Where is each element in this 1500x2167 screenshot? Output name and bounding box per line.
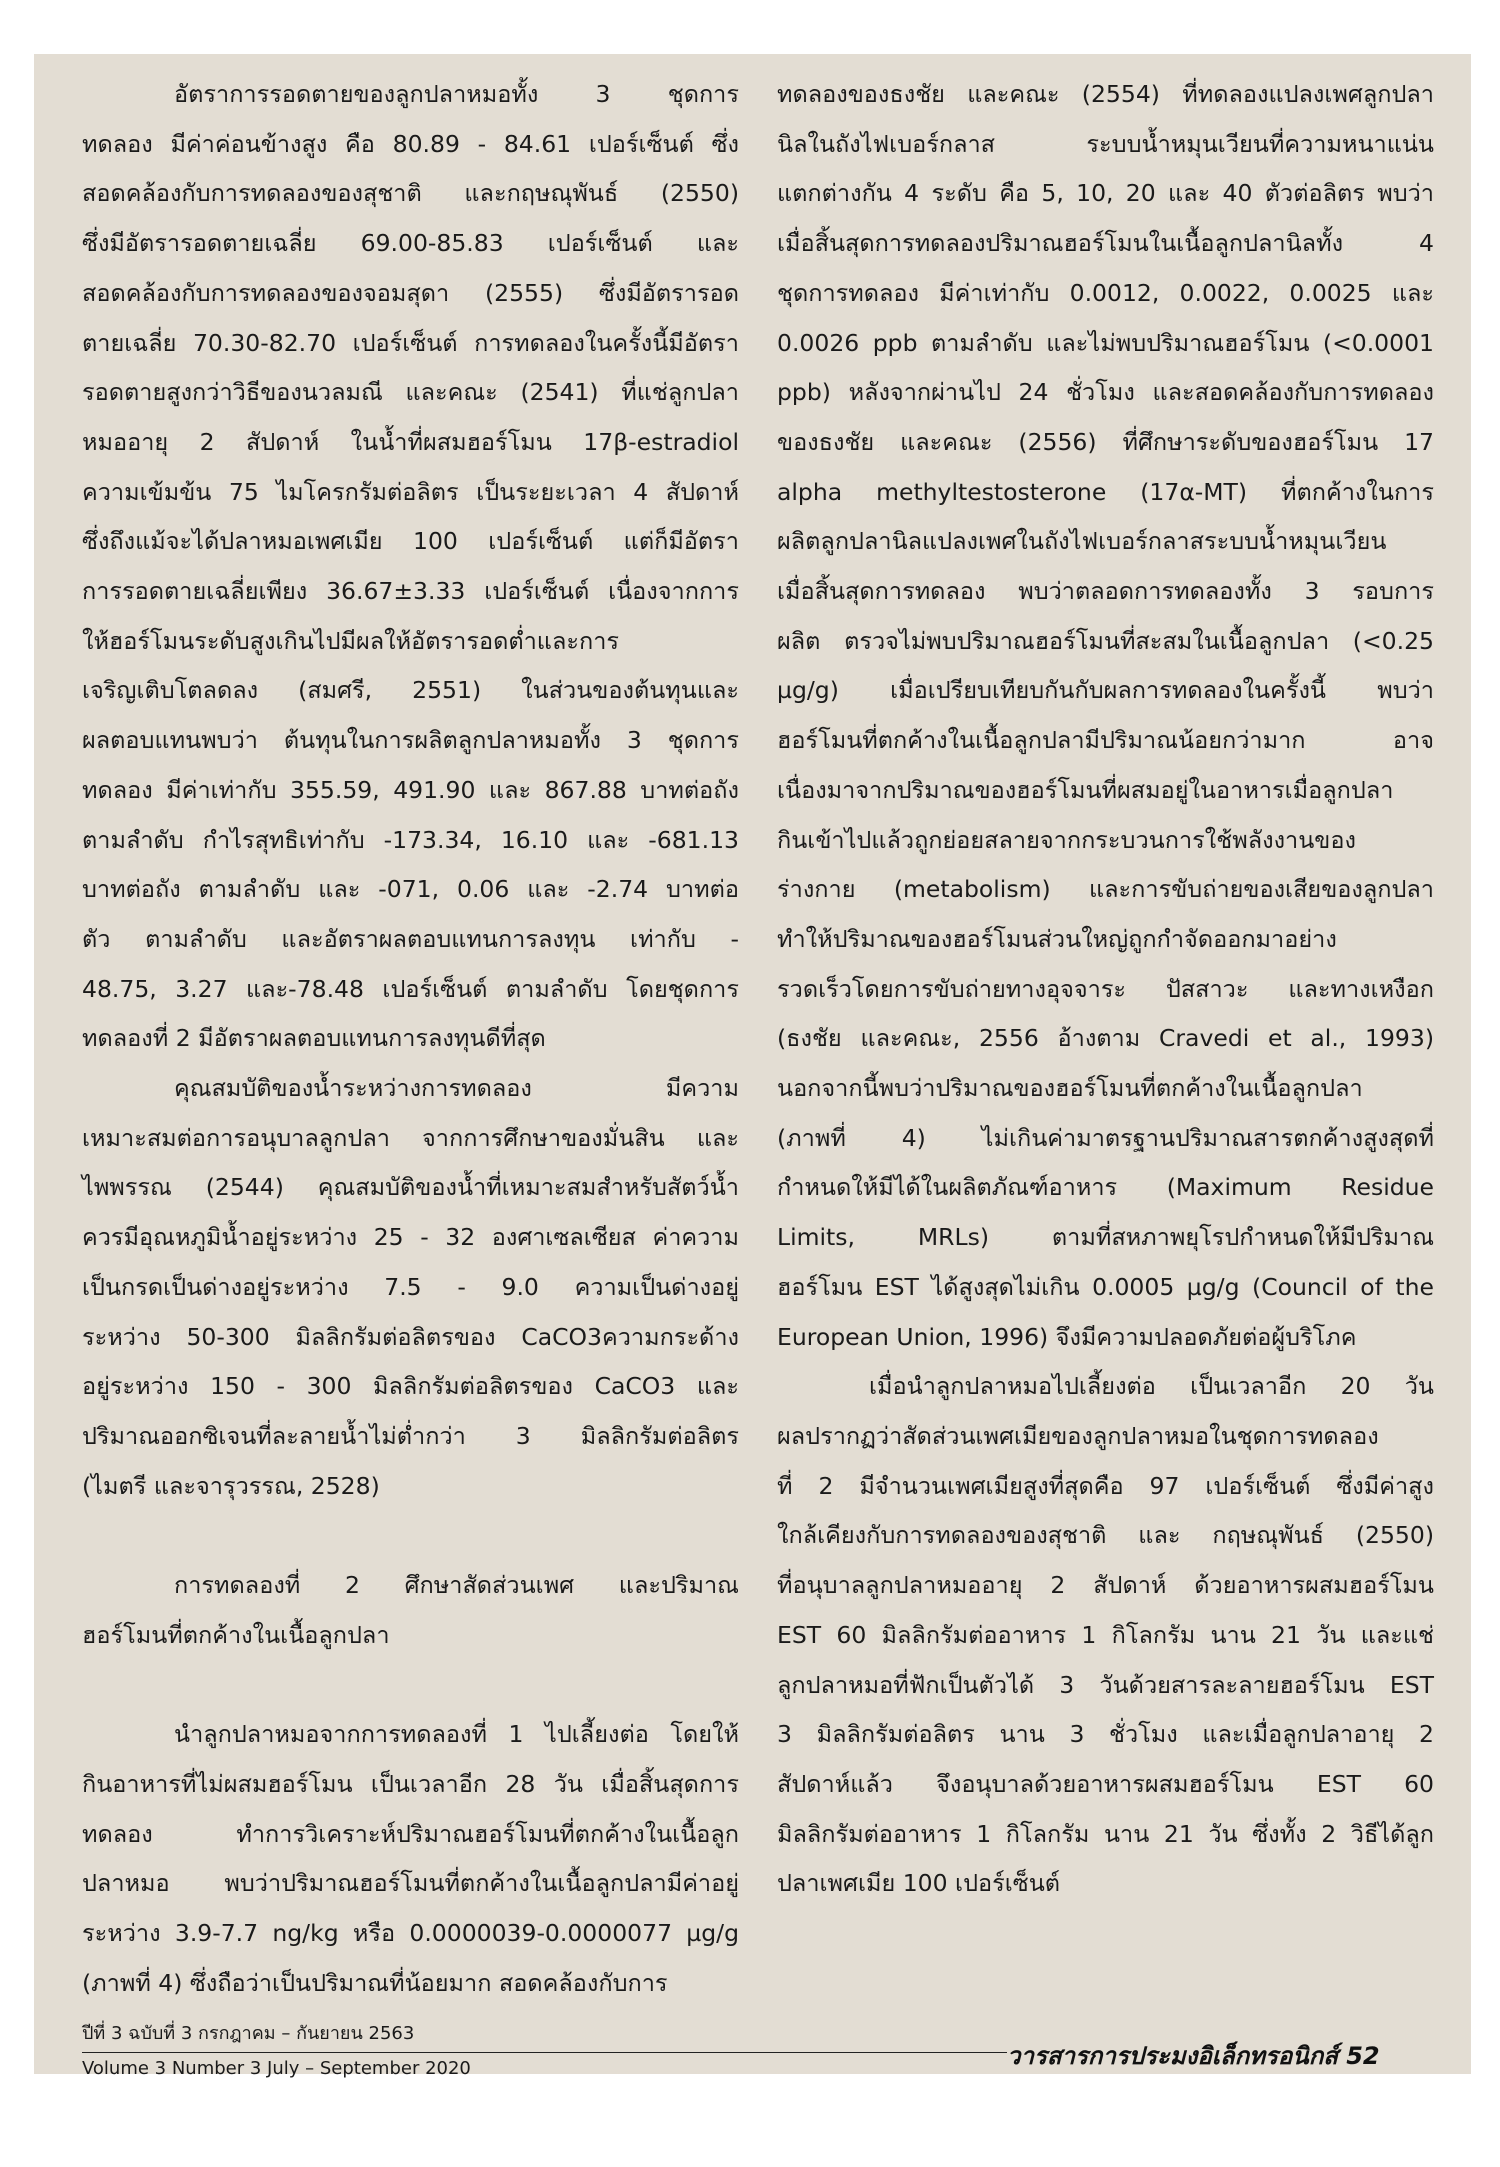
para2-line: มิลลิกรัมต่ออาหาร 1 กิโลกรัม นาน 21 วัน ซึ่งทั้ง 2 วิธีได้ลูก (777, 1819, 1434, 1848)
para3-line: ปลาหมอ พบว่าปริมาณฮอร์โมนที่ตกค้างในเนื้อลูกปลามีค่าอยู่ (82, 1869, 739, 1898)
para1-line: ผลิตลูกปลานิลแปลงเพศในถังไฟเบอร์กลาสระบบน้ำหมุนเวียน (777, 527, 1387, 556)
para2-line: EST 60 มิลลิกรัมต่ออาหาร 1 กิโลกรัม นาน 21 วัน และแช่ (777, 1620, 1434, 1649)
para2-line: (ไมตรี และจารุวรรณ, 2528) (82, 1471, 380, 1500)
para2-line: เป็นกรดเป็นด่างอยู่ระหว่าง 7.5 - 9.0 ความเป็นด่างอยู่ (82, 1272, 739, 1301)
para1-line: ตัว ตามลำดับ และอัตราผลตอบแทนการลงทุน เท่ากับ - (82, 924, 739, 953)
para2-line: ปลาเพศเมีย 100 เปอร์เซ็นต์ (777, 1869, 1061, 1898)
para1-line: ทำให้ปริมาณของฮอร์โมนส่วนใหญ่ถูกกำจัดออกมาอย่าง (777, 924, 1337, 953)
para1-line: กำหนดให้มีได้ในผลิตภัณฑ์อาหาร (Maximum Residue (777, 1173, 1434, 1202)
footer-issue-thai: ปีที่ 3 ฉบับที่ 3 กรกฎาคม – กันยายน 2563 (82, 2023, 415, 2044)
para2-line: 3 มิลลิกรัมต่อลิตร นาน 3 ชั่วโมง และเมื่อลูกปลาอายุ 2 (777, 1720, 1434, 1749)
para1-line: เนื่องมาจากปริมาณของฮอร์โมนที่ผสมอยู่ในอาหารเมื่อลูกปลา (777, 775, 1394, 804)
para1-line: ทดลอง มีค่าค่อนข้างสูง คือ 80.89 - 84.61 เปอร์เซ็นต์ ซึ่ง (82, 129, 739, 158)
para2-line: ที่อนุบาลลูกปลาหมออายุ 2 สัปดาห์ ด้วยอาหารผสมฮอร์โมน (777, 1571, 1434, 1600)
para1-line: เมื่อสิ้นสุดการทดลอง พบว่าตลอดการทดลองทั้ง 3 รอบการ (777, 577, 1434, 606)
right-column (777, 70, 1434, 1909)
para1-line: Limits, MRLs) ตามที่สหภาพยุโรปกำหนดให้มีปริมาณ (777, 1223, 1434, 1252)
para2-line: คุณสมบัติของน้ำระหว่างการทดลอง มีความ (174, 1074, 739, 1103)
para1-line: รอดตายสูงกว่าวิธีของนวลมณี และคณะ (2541) ที่แช่ลูกปลา (82, 378, 739, 407)
para1-line: ชุดการทดลอง มีค่าเท่ากับ 0.0012, 0.0022, 0.0025 และ (777, 278, 1434, 307)
para1-line: ฮอร์โมน EST ได้สูงสุดไม่เกิน 0.0005 µg/g (Council of the (777, 1272, 1434, 1301)
para2-line: สัปดาห์แล้ว จึงอนุบาลด้วยอาหารผสมฮอร์โมน EST 60 (777, 1769, 1434, 1798)
para1-line: ความเข้มข้น 75 ไมโครกรัมต่อลิตร เป็นระยะเวลา 4 สัปดาห์ (82, 477, 739, 506)
para1-line: อัตราการรอดตายของลูกปลาหมอทั้ง 3 ชุดการ (174, 80, 739, 108)
footer-divider (82, 2052, 1007, 2053)
para1-line: 0.0026 ppb ตามลำดับ และไม่พบปริมาณฮอร์โมน (<0.0001 (777, 328, 1434, 357)
para1-line: ผลตอบแทนพบว่า ต้นทุนในการผลิตลูกปลาหมอทั้ง 3 ชุดการ (82, 726, 739, 755)
footer-volume-english: Volume 3 Number 3 July – September 2020 (82, 2058, 471, 2079)
para1-line: ตามลำดับ กำไรสุทธิเท่ากับ -173.34, 16.10 และ -681.13 (82, 825, 739, 854)
para1-line: ทดลอง มีค่าเท่ากับ 355.59, 491.90 และ 867.88 บาทต่อถัง (82, 775, 739, 804)
para1-line: ผลิต ตรวจไม่พบปริมาณฮอร์โมนที่สะสมในเนื้อลูกปลา (<0.25 (777, 626, 1434, 655)
para1-line: เมื่อสิ้นสุดการทดลองปริมาณฮอร์โมนในเนื้อลูกปลานิลทั้ง 4 (777, 229, 1434, 258)
para1-line: ppb) หลังจากผ่านไป 24 ชั่วโมง และสอดคล้องกับการทดลอง (777, 378, 1434, 407)
para1-line: ให้ฮอร์โมนระดับสูงเกินไปมีผลให้อัตรารอดต่ำและการ (82, 626, 620, 655)
paragraph-gap (82, 1511, 739, 1561)
para1-line: ทดลองของธงชัย และคณะ (2554) ที่ทดลองแปลงเพศลูกปลา (777, 80, 1434, 108)
para1-line: สอดคล้องกับการทดลองของสุชาติ และกฤษณุพันธ์ (2550) (82, 179, 739, 208)
para2-line: ระหว่าง 50-300 มิลลิกรัมต่อลิตรของ CaCO3ความกระด้าง (82, 1322, 739, 1351)
para2-line: ที่ 2 มีจำนวนเพศเมียสูงที่สุดคือ 97 เปอร์เซ็นต์ ซึ่งมีค่าสูง (777, 1471, 1434, 1500)
para1-line: บาทต่อถัง ตามลำดับ และ -071, 0.06 และ -2.74 บาทต่อ (82, 875, 739, 904)
para1-line: ทดลองที่ 2 มีอัตราผลตอบแทนการลงทุนดีที่สุด (82, 1024, 546, 1053)
page-background (34, 54, 1471, 2074)
para2-line: ผลปรากฏว่าสัดส่วนเพศเมียของลูกปลาหมอในชุดการทดลอง (777, 1421, 1379, 1450)
para1-line: รวดเร็วโดยการขับถ่ายทางอุจจาระ ปัสสาวะ และทางเหงือก (777, 974, 1434, 1003)
para2-line: ควรมีอุณหภูมิน้ำอยู่ระหว่าง 25 - 32 องศาเซลเซียส ค่าความ (82, 1223, 739, 1252)
para1-line: เจริญเติบโตลดลง (สมศรี, 2551) ในส่วนของต้นทุนและ (82, 676, 739, 705)
para1-line: การรอดตายเฉลี่ยเพียง 36.67±3.33 เปอร์เซ็นต์ เนื่องจากการ (82, 577, 739, 606)
para1-line: ซึ่งถึงแม้จะได้ปลาหมอเพศเมีย 100 เปอร์เซ็นต์ แต่ก็มีอัตรา (82, 527, 739, 556)
para1-line: นอกจากนี้พบว่าปริมาณของฮอร์โมนที่ตกค้างในเนื้อลูกปลา (777, 1074, 1363, 1103)
heading-line: ฮอร์โมนที่ตกค้างในเนื้อลูกปลา (82, 1620, 390, 1649)
para1-line: ฮอร์โมนที่ตกค้างในเนื้อลูกปลามีปริมาณน้อยกว่ามาก อาจ (777, 726, 1434, 755)
para3-line: ระหว่าง 3.9-7.7 ng/kg หรือ 0.0000039-0.0000077 µg/g (82, 1918, 739, 1947)
para1-line: ตายเฉลี่ย 70.30-82.70 เปอร์เซ็นต์ การทดลองในครั้งนี้มีอัตรา (82, 328, 739, 357)
para2-line: อยู่ระหว่าง 150 - 300 มิลลิกรัมต่อลิตรของ CaCO3 และ (82, 1372, 739, 1401)
para1-line: (ธงชัย และคณะ, 2556 อ้างตาม Cravedi et al., 1993) (777, 1024, 1434, 1053)
para3-line: กินอาหารที่ไม่ผสมฮอร์โมน เป็นเวลาอีก 28 วัน เมื่อสิ้นสุดการ (82, 1769, 739, 1798)
para2-line: ลูกปลาหมอที่ฟักเป็นตัวได้ 3 วันด้วยสารละลายฮอร์โมน EST (777, 1670, 1434, 1699)
para2-line: ปริมาณออกซิเจนที่ละลายน้ำไม่ต่ำกว่า 3 มิลลิกรัมต่อลิตร (82, 1421, 739, 1450)
para1-line: สอดคล้องกับการทดลองของจอมสุดา (2555) ซึ่งมีอัตรารอด (82, 278, 739, 307)
left-column (82, 70, 739, 2008)
para1-line: µg/g) เมื่อเปรียบเทียบกันกับผลการทดลองในครั้งนี้ พบว่า (777, 676, 1434, 705)
para3-line: ทดลอง ทำการวิเคราะห์ปริมาณฮอร์โมนที่ตกค้างในเนื้อลูก (82, 1819, 739, 1848)
footer-journal-page: วารสารการประมงอิเล็กทรอนิกส์ 52 (1007, 2042, 1380, 2070)
para3-line: (ภาพที่ 4) ซึ่งถือว่าเป็นปริมาณที่น้อยมาก สอดคล้องกับการ (82, 1968, 668, 1997)
para2-line: ไพพรรณ (2544) คุณสมบัติของน้ำที่เหมาะสมสำหรับสัตว์น้ำ (82, 1173, 739, 1202)
para1-line: European Union, 1996) จึงมีความปลอดภัยต่อผู้บริโภค (777, 1322, 1357, 1351)
heading-line: การทดลองที่ 2 ศึกษาสัดส่วนเพศ และปริมาณ (174, 1571, 739, 1600)
para1-line: ของธงชัย และคณะ (2556) ที่ศึกษาระดับของฮอร์โมน 17 (777, 427, 1434, 456)
para2-line: ใกล้เคียงกับการทดลองของสุชาติ และ กฤษณุพันธ์ (2550) (777, 1521, 1434, 1550)
para1-line: (ภาพที่ 4) ไม่เกินค่ามาตรฐานปริมาณสารตกค้างสูงสุดที่ (777, 1123, 1434, 1152)
para1-line: แตกต่างกัน 4 ระดับ คือ 5, 10, 20 และ 40 ตัวต่อลิตร พบว่า (777, 179, 1434, 208)
para1-line: ร่างกาย (metabolism) และการขับถ่ายของเสียของลูกปลา (777, 875, 1434, 904)
para2-line: เหมาะสมต่อการอนุบาลลูกปลา จากการศึกษาของมั่นสิน และ (82, 1123, 739, 1152)
paragraph-gap (82, 1660, 739, 1710)
para3-line: นำลูกปลาหมอจากการทดลองที่ 1 ไปเลี้ยงต่อ โดยให้ (174, 1720, 739, 1749)
para1-line: นิลในถังไฟเบอร์กลาส ระบบน้ำหมุนเวียนที่ความหนาแน่น (777, 129, 1434, 158)
para1-line: alpha methyltestosterone (17α-MT) ที่ตกค้างในการ (777, 477, 1434, 506)
para1-line: 48.75, 3.27 และ-78.48 เปอร์เซ็นต์ ตามลำดับ โดยชุดการ (82, 974, 739, 1003)
para1-line: หมออายุ 2 สัปดาห์ ในน้ำที่ผสมฮอร์โมน 17β-estradiol (82, 427, 739, 456)
para1-line: ซึ่งมีอัตรารอดตายเฉลี่ย 69.00-85.83 เปอร์เซ็นต์ และ (82, 229, 739, 258)
para1-line: กินเข้าไปแล้วถูกย่อยสลายจากกระบวนการใช้พลังงานของ (777, 825, 1356, 854)
para2-line: เมื่อนำลูกปลาหมอไปเลี้ยงต่อ เป็นเวลาอีก 20 วัน (869, 1372, 1434, 1401)
